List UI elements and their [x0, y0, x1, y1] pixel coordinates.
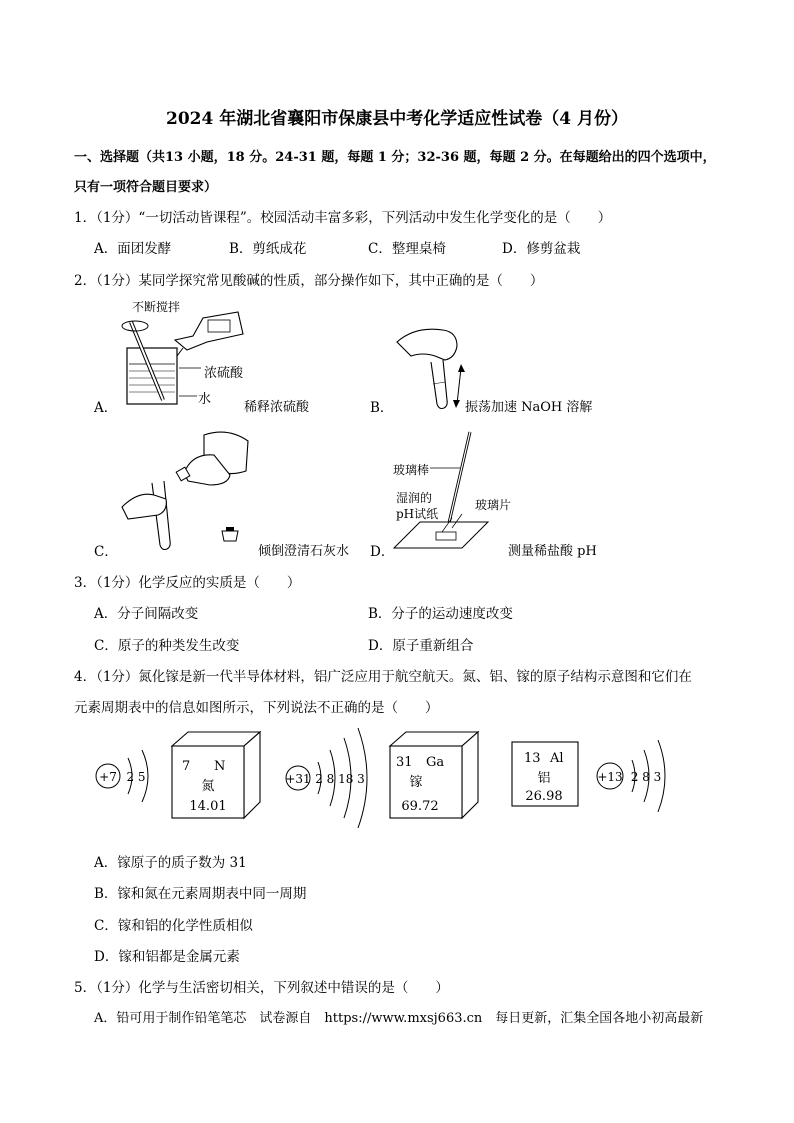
q2-option-a-letter: A．	[94, 400, 118, 416]
nitrogen-symbol: N	[214, 759, 226, 774]
q1-stem: 1．（1分）“一切活动皆课程”。校园活动丰富多彩，下列活动中发生化学变化的是（ ）	[74, 210, 612, 226]
gallium-nucleus: +31	[285, 772, 311, 786]
q4-stem-line2: 元素周期表中的信息如图所示，下列说法不正确的是（ ）	[74, 700, 439, 716]
q2-option-b-caption: 振荡加速 NaOH 溶解	[465, 400, 593, 415]
q1-option-b: B．剪纸成花	[229, 241, 307, 257]
nitrogen-element-cube	[168, 730, 262, 820]
q1-option-a: A．面团发酵	[94, 241, 172, 257]
q2-option-a-caption: 稀释浓硫酸	[244, 400, 310, 415]
q5-stem: 5．（1分）化学与生活密切相关，下列叙述中错误的是（ ）	[74, 980, 449, 996]
aluminium-mass: 26.98	[525, 789, 563, 804]
page-title: 2024 年湖北省襄阳市保康县中考化学适应性试卷（4 月份）	[166, 109, 628, 129]
section-heading-line2: 只有一项符合题目要求）	[74, 180, 218, 195]
pouring-liquid-figure	[118, 425, 258, 550]
q1-option-d: D．修剪盆栽	[502, 241, 581, 257]
acid-label: 浓硫酸	[204, 366, 244, 381]
q2-option-d-letter: D．	[370, 544, 395, 560]
aluminium-symbol: Al	[550, 751, 564, 766]
q2-stem: 2．（1分）某同学探究常见酸碱的性质，部分操作如下，其中正确的是（ ）	[74, 273, 544, 289]
gallium-mass: 69.72	[401, 799, 439, 814]
q2-option-b-letter: B．	[370, 400, 394, 416]
gallium-symbol: Ga	[426, 755, 445, 770]
aluminium-nucleus: +13	[597, 770, 623, 784]
nitrogen-atom-diagram	[92, 742, 162, 814]
q3-option-b: B．分子的运动速度改变	[368, 606, 513, 622]
gallium-element-cube	[386, 730, 480, 820]
nitrogen-mass: 14.01	[189, 799, 227, 814]
q5-option-a: A．铅可用于制作铅笔笔芯 试卷源自 https://www.mxsj663.cn 每日更新，汇集全国各地小初高最新	[94, 1011, 704, 1026]
q3-option-a: A．分子间隔改变	[94, 606, 199, 622]
nitrogen-nucleus: +7	[99, 770, 117, 784]
aluminium-atom-diagram	[594, 736, 678, 816]
ph-paper-label-2: pH试纸	[396, 507, 439, 521]
shaking-tube-figure	[395, 322, 475, 412]
water-label: 水	[198, 392, 212, 407]
glass-rod-label: 玻璃棒	[393, 463, 430, 477]
gallium-number: 31	[396, 755, 413, 770]
aluminium-number: 13	[524, 751, 541, 766]
aluminium-name: 铝	[537, 771, 551, 786]
q3-stem: 3．（1分）化学反应的实质是（ ）	[74, 575, 301, 591]
stir-label: 不断搅拌	[132, 300, 181, 314]
q2-option-c-caption: 倾倒澄清石灰水	[258, 544, 350, 559]
q4-option-a: A．镓原子的质子数为 31	[94, 855, 247, 871]
q4-option-d: D．镓和铝都是金属元素	[94, 949, 240, 965]
q4-option-c: C．镓和铝的化学性质相似	[94, 918, 253, 934]
aluminium-shells: 2 8 3	[630, 770, 662, 784]
q2-option-d-caption: 测量稀盐酸 pH	[508, 544, 597, 559]
gallium-name: 镓	[409, 775, 423, 790]
gallium-shells: 2 8 18 3	[315, 772, 365, 786]
q2-option-c-letter: C．	[94, 544, 118, 560]
glass-slide-label: 玻璃片	[475, 498, 512, 512]
nitrogen-name: 氮	[201, 779, 215, 794]
q3-option-c: C．原子的种类发生改变	[94, 638, 240, 654]
section-heading-line1: 一、选择题（共13 小题，18 分。24-31 题，每题 1 分；32-36 题，每题 2 分。在每题给出的四个选项中，	[74, 150, 716, 165]
q4-option-b: B．镓和氮在元素周期表中同一周期	[94, 886, 307, 902]
q4-stem-line1: 4．（1分）氮化镓是新一代半导体材料，铝广泛应用于航空航天。氮、铝、镓的原子结构示意图和它们在	[74, 669, 692, 685]
aluminium-element-box	[510, 740, 582, 808]
q1-option-c: C．整理桌椅	[368, 241, 446, 257]
nitrogen-number: 7	[182, 759, 191, 774]
ph-paper-label-1: 湿润的	[396, 491, 433, 505]
gallium-atom-diagram	[284, 726, 384, 832]
nitrogen-shells: 2 5	[126, 770, 146, 784]
q3-option-d: D．原子重新组合	[368, 638, 474, 654]
